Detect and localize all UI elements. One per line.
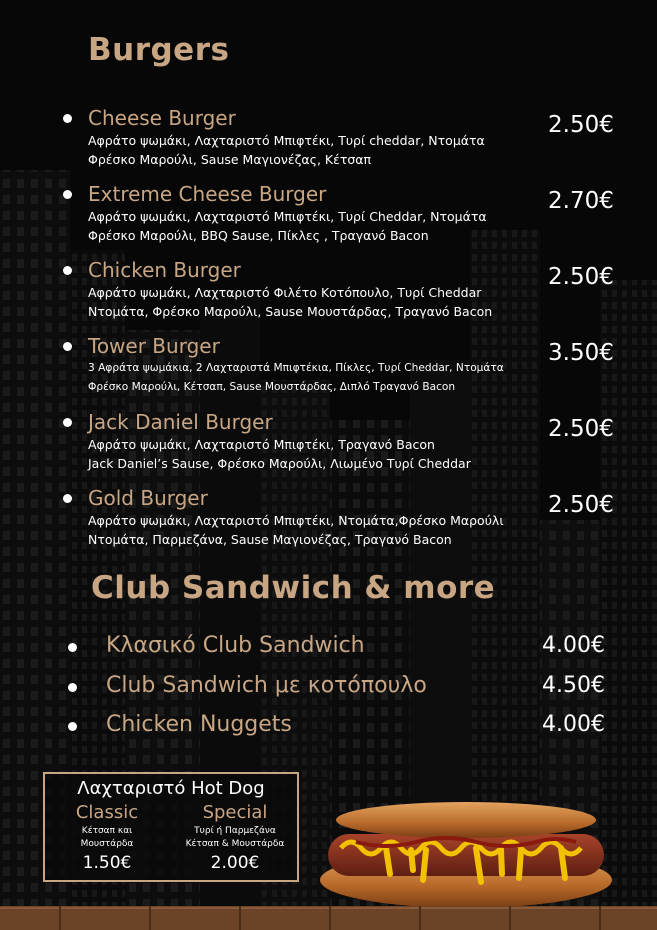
menu-item-tower-burger [0,334,657,404]
description-line: Jack Daniel’s Sause, Φρέσκο Μαρούλι, Λιωμένο Τυρί Cheddar [88,456,471,471]
item-description [88,359,504,397]
item-price: 2.50€ [548,264,614,290]
menu-item-chicken-club [0,673,657,705]
bullet-dot-icon [63,342,72,351]
description-line: Αφράτο ψωμάκι, Λαχταριστό Μπιφτέκι, Τραγανό Bacon [88,437,435,452]
hotdog-title: Λαχταριστό Hot Dog [77,778,265,799]
item-name: Jack Daniel Burger [88,410,273,434]
bullet-dot-icon [63,418,72,427]
item-price: 4.00€ [542,633,605,658]
description-line: Αφράτο ψωμάκι, Λαχταριστό Φιλέτο Κοτόπουλο, Τυρί Cheddar [88,285,482,300]
menu-item-jack-daniel-burger [0,410,657,480]
hotdog-special-desc: Τυρί ή Παρμεζάνα Κέτσαπ & Μουστάρδα [185,826,285,849]
item-price: 2.50€ [548,416,614,442]
bullet-dot-icon [63,190,72,199]
menu-item-chicken-nuggets [0,712,657,744]
description-line: Αφράτο ψωμάκι, Λαχταριστό Μπιφτέκι, Τυρί Cheddar, Ντομάτα [88,209,487,224]
description-line: Ντομάτα, Φρέσκο Μαρούλι, Sause Μουστάρδας, Τραγανό Bacon [88,304,493,319]
hotdog-classic-name: Classic [75,802,139,823]
menu-item-classic-club [0,633,657,665]
hotdog-panel [43,772,299,882]
item-name: Chicken Burger [88,258,241,282]
description-line: Φρέσκο Μαρούλι, Sause Μαγιονέζας, Κέτσαπ [88,152,372,167]
description-line: Αφράτο ψωμάκι, Λαχταριστό Μπιφτέκι, Ντομάτα,Φρέσκο Μαρούλι [88,513,504,528]
item-price: 2.50€ [548,492,614,518]
description-line: Αφράτο ψωμάκι, Λαχταριστό Μπιφτέκι, Τυρί cheddar, Ντομάτα [88,133,485,148]
hotdog-special [175,802,295,873]
item-description [88,283,492,321]
description-line: 3 Αφράτα ψωμάκια, 2 Λαχταριστά Μπιφτέκια, Πίκλες, Τυρί Cheddar, Ντομάτα [88,362,504,374]
hotdog-special-price: 2.00€ [210,853,260,873]
item-price: 2.50€ [548,112,614,138]
item-description [88,511,504,549]
item-name: Extreme Cheese Burger [88,182,327,206]
bullet-dot-icon [63,114,72,123]
wood-floor [0,906,657,930]
burgers-title: Burgers [88,32,230,68]
bullet-dot-icon [63,266,72,275]
item-price: 4.50€ [542,673,605,698]
hotdog-classic [47,802,167,873]
item-name: Tower Burger [88,334,220,358]
menu-item-chicken-burger [0,258,657,328]
item-price: 2.70€ [548,188,614,214]
menu-item-cheese-burger [0,106,657,176]
hotdog-classic-desc: Κέτσαπ και Μουστάρδα [80,826,134,849]
bullet-dot-icon [63,494,72,503]
bullet-dot-icon [68,683,77,692]
bullet-dot-icon [68,722,77,731]
item-description [88,207,487,245]
description-line: Φρέσκο Μαρούλι, BBQ Sause, Πίκλες , Τραγανό Bacon [88,228,429,243]
hotdog-icon [316,800,616,915]
club-sandwich-title: Club Sandwich & more [91,570,496,606]
item-price: 3.50€ [548,340,614,366]
hotdog-classic-price: 1.50€ [82,853,132,873]
description-line: Φρέσκο Μαρούλι, Κέτσαπ, Sause Μουστάρδας, Διπλό Τραγανό Bacon [88,381,456,393]
item-description [88,435,471,473]
menu-item-extreme-cheese-burger [0,182,657,252]
bullet-dot-icon [68,643,77,652]
menu-item-gold-burger [0,486,657,556]
item-name: Club Sandwich με κοτόπουλο [106,673,427,698]
item-name: Κλασικό Club Sandwich [106,633,365,658]
item-name: Gold Burger [88,486,208,510]
item-name: Chicken Nuggets [106,712,292,737]
description-line: Ντομάτα, Παρμεζάνα, Sause Μαγιονέζας, Τραγανό Bacon [88,532,452,547]
hotdog-special-name: Special [202,802,268,823]
item-name: Cheese Burger [88,106,236,130]
item-description [88,131,485,169]
item-price: 4.00€ [542,712,605,737]
